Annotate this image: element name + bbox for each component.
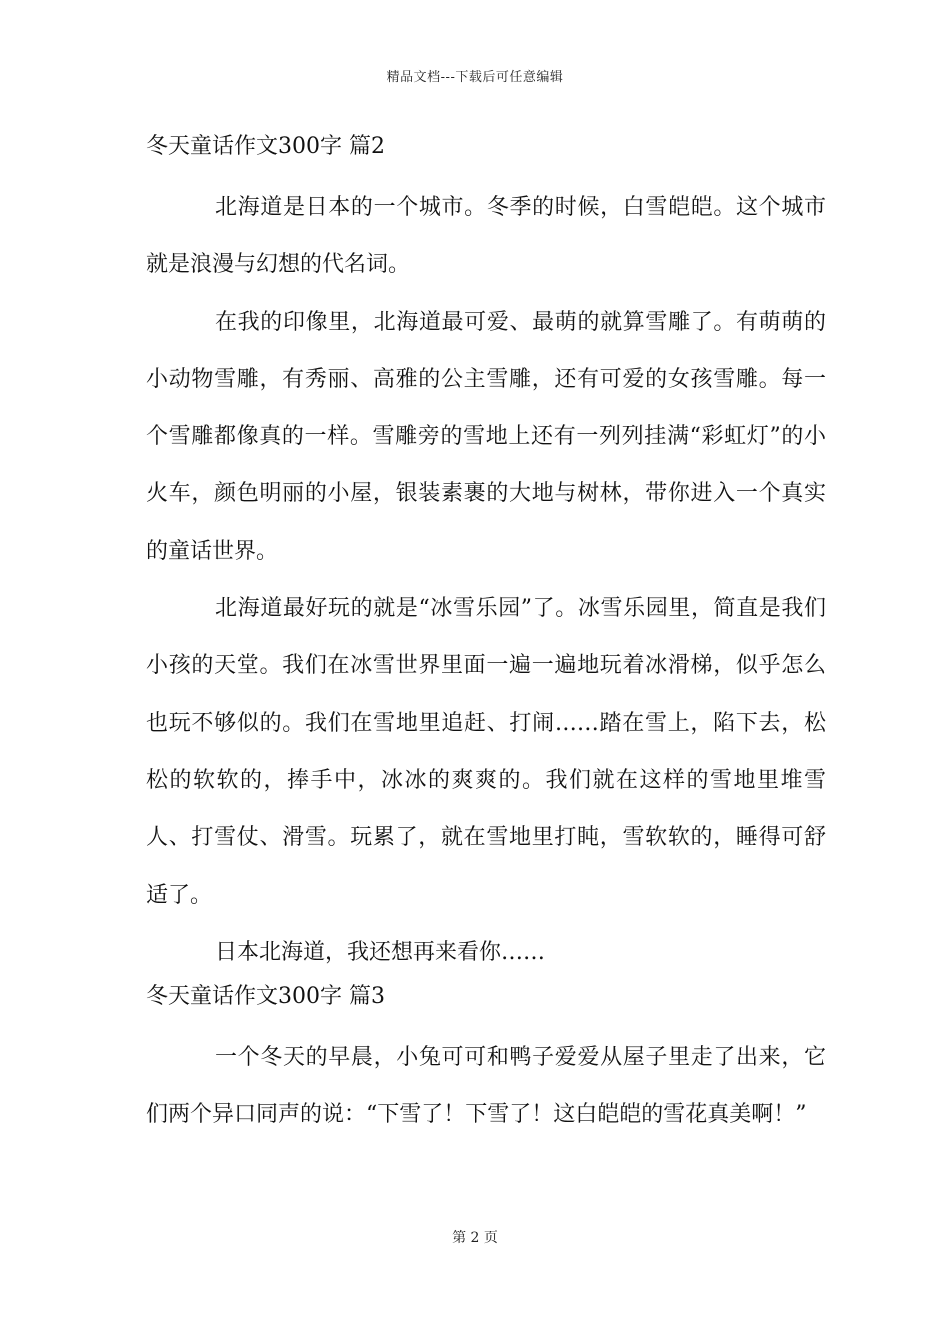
paragraph: 一个冬天的早晨，小兔可可和鸭子爱爱从屋子里走了出来，它们两个异口同声的说：“下雪了！下雪了！这白皑皑的雪花真美啊！” [146, 1045, 826, 1128]
paragraph: 北海道最好玩的就是“冰雪乐园”了。冰雪乐园里，简直是我们小孩的天堂。我们在冰雪世界里面一遍一遍地玩着冰滑梯，似乎怎么也玩不够似的。我们在雪地里追赶、打闹……踏在雪上，陷下去，松松的软软的，捧手中，冰冰的爽爽的。我们就在这样的雪地里堆雪人、打雪仗、滑雪。玩累了，就在雪地里打盹，雪软软的，睡得可舒适了。 [146, 596, 826, 908]
section-heading: 冬天童话作文300字 篇2 [146, 134, 385, 159]
paragraph: 日本北海道，我还想再来看你…… [215, 939, 546, 965]
paragraph: 在我的印像里，北海道最可爱、最萌的就算雪雕了。有萌萌的小动物雪雕，有秀丽、高雅的公主雪雕，还有可爱的女孩雪雕。每一个雪雕都像真的一样。雪雕旁的雪地上还有一列列挂满“彩虹灯”的小火车，颜色明丽的小屋，银装素裹的大地与树林，带你进入一个真实的童话世界。 [146, 309, 826, 564]
page-footer: 第 2 页 [452, 1230, 498, 1246]
page-header: 精品文档---下载后可任意编辑 [386, 70, 564, 85]
section-heading: 冬天童话作文300字 篇3 [146, 984, 385, 1010]
document-body [146, 131, 826, 1144]
paragraph: 北海道是日本的一个城市。冬季的时候，白雪皑皑。这个城市就是浪漫与幻想的代名词。 [146, 195, 826, 278]
